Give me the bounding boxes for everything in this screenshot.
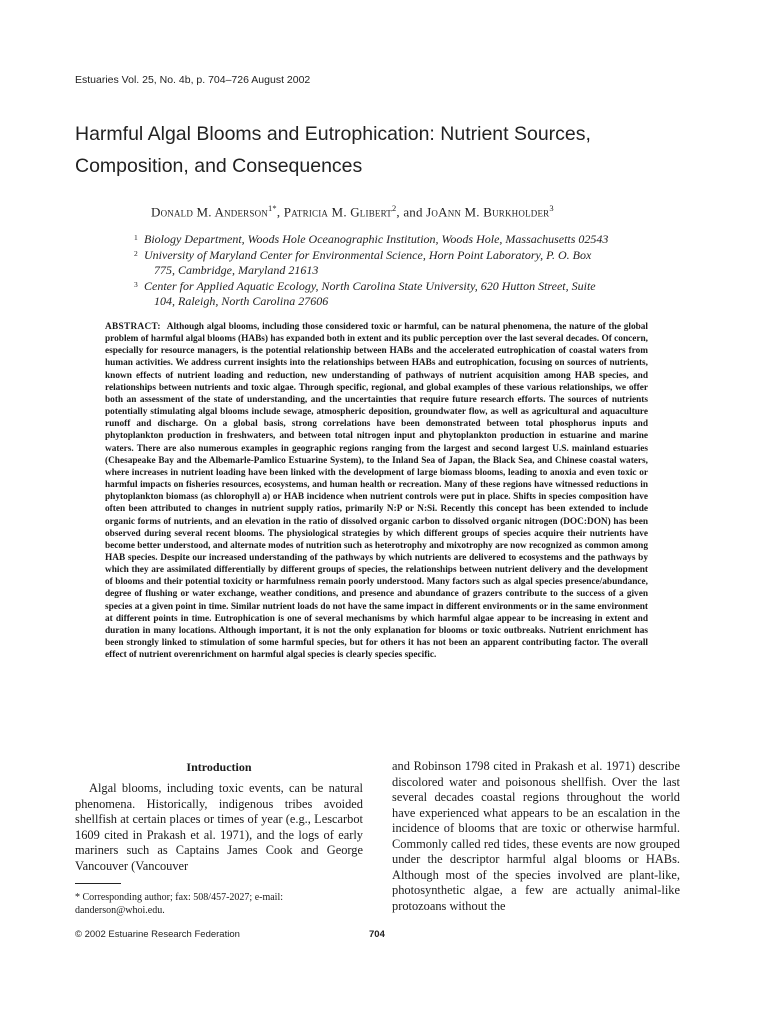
article-title: Harmful Algal Blooms and Eutrophication: Nutrient Sources, Composition, and Consequences	[75, 123, 591, 177]
footnote-divider	[75, 883, 121, 884]
abstract-label: ABSTRACT:	[105, 322, 161, 332]
copyright-notice: © 2002 Estuarine Research Federation	[75, 929, 240, 940]
running-head: Estuaries Vol. 25, No. 4b, p. 704–726 August 2002	[75, 74, 311, 86]
author-name: JoAnn M. Burkholder	[426, 204, 550, 220]
affiliation-1	[134, 232, 634, 248]
affiliation-number: 1	[134, 233, 138, 242]
affiliation-number: 2	[134, 248, 138, 258]
affiliation-text: Biology Department, Woods Hole Oceanographic Institution, Woods Hole, Massachusetts 02543	[144, 232, 609, 246]
author-superscript: 3	[549, 203, 554, 213]
page-number: 704	[369, 929, 385, 940]
footnote: * Corresponding author; fax: 508/457-2027; e-mail: danderson@whoi.edu.	[75, 892, 284, 916]
affiliation-text-cont: 104, Raleigh, North Carolina 27606	[154, 294, 329, 308]
affiliation-3	[134, 279, 634, 310]
section-heading: Introduction	[186, 760, 252, 774]
author-name: Patricia M. Glibert	[283, 204, 392, 220]
author-separator: ,	[276, 204, 284, 220]
author-superscript: 2	[391, 203, 397, 213]
body-paragraph: and Robinson 1798 cited in Prakash et al. 1971) describe discolored water and poisonous shellfish. Over the last several decades coastal regions throughout the world have experienced what appears to be an escalation in the incidence of blooms that are toxic or otherwise harmful. Commonly called red tides, these events are now grouped under the descriptor harmful algal blooms or HABs. Although most of the species involved are plant-like, photosynthetic algae, a few are actually animal-like protozoans without the	[392, 759, 680, 913]
left-column	[75, 760, 363, 874]
affiliation-text: University of Maryland Center for Environmental Science, Horn Point Laboratory, P. O. Box	[144, 247, 592, 262]
affiliations	[134, 232, 634, 310]
affiliation-text-cont: 775, Cambridge, Maryland 21613	[154, 263, 319, 277]
author-line	[151, 203, 554, 220]
affiliation-2	[134, 248, 634, 279]
affiliation-text: Center for Applied Aquatic Ecology, North Carolina State University, 620 Hutton Street, Suite	[144, 278, 596, 293]
abstract-text: Although algal blooms, including those considered toxic or harmful, can be natural phenomena, the nature of the global problem of harmful algal blooms (HABs) has expanded both in extent and its public perception over the last several decades. Of concern, especially for resource managers, is the potential relationship between HABs and the accelerated eutrophication of coastal waters from human activities. We address current insights into the relationships between HABs and eutrophication, focusing on sources of nutrients, known effects of nutrient loading and reduction, new understanding of pathways of nutrient acquisition among HAB species, and relationships between nutrients and toxic algae. Through specific, regional, and global examples of these various relationships, we offer both an assessment of the state of understanding, and the uncertainties that require future research efforts. The sources of nutrients potentially stimulating algal blooms include sewage, atmospheric deposition, groundwater flow, as well as agricultural and aquaculture runoff and discharge. On a global basis, strong correlations have been demonstrated between total phosphorus inputs and phytoplankton production in freshwaters, and between total nitrogen input and phytoplankton production in estuarine and marine waters. There are also numerous examples in geographic regions ranging from the largest and second largest U.S. mainland estuaries (Chesapeake Bay and the Albemarle-Pamlico Estuarine System), to the Inland Sea of Japan, the Black Sea, and Chinese coastal waters, where increases in nutrient loading have been linked with the development of large biomass blooms, leading to anoxia and even toxic or harmful impacts on fisheries resources, ecosystems, and human health or recreation. Many of these regions have witnessed reductions in phytoplankton biomass (as chlorophyll a) or HAB incidence when nutrient controls were put in place. Shifts in species composition have often been attributed to changes in nutrient supply ratios, primarily N:P or N:Si. Recently this concept has been extended to include organic forms of nutrients, and an elevation in the ratio of dissolved organic carbon to dissolved organic nitrogen (DOC:DON) has been observed during several recent blooms. The physiological strategies by which different groups of species acquire their nutrients have become better understood, and alternate modes of nutrition such as heterotrophy and mixotrophy are now recognized as common among HAB species. Despite our increased understanding of the pathways by which nutrients are delivered to ecosystems and the pathways by which they are assimilated differentially by different groups of species, the relationships between nutrient delivery and the development of blooms and their potential toxicity or harmfulness remain poorly understood. Many factors such as algal species presence/abundance, degree of flushing or water exchange, weather conditions, and presence and abundance of grazers contribute to the success of a given species at a given point in time. Similar nutrient loads do not have the same impact in different environments or in the same environment at different points in time. Eutrophication is one of several mechanisms by which harmful algae appear to be increasing in extent and duration in many locations. Although important, it is not the only explanation for blooms or toxic outbreaks. Nutrient enrichment has been strongly linked to stimulation of some harmful species, but for others it has not been an apparent contributing factor. The overall effect of nutrient overenrichment on harmful algal species is clearly species specific.	[105, 322, 648, 661]
abstract	[105, 321, 648, 661]
right-column	[392, 759, 680, 914]
body-paragraph: Algal blooms, including toxic events, can be natural phenomena. Historically, indigenous tribes avoided shellfish at certain places or times of year (e.g., Lescarbot 1609 cited in Prakash et al. 1971), and the logs of early mariners such as Captains James Cook and George Vancouver (Vancouver	[75, 781, 363, 873]
author-name: Donald M. Anderson	[151, 204, 268, 220]
author-superscript: 1*	[267, 203, 277, 213]
affiliation-number: 3	[134, 279, 138, 289]
author-separator: , and	[396, 204, 427, 220]
